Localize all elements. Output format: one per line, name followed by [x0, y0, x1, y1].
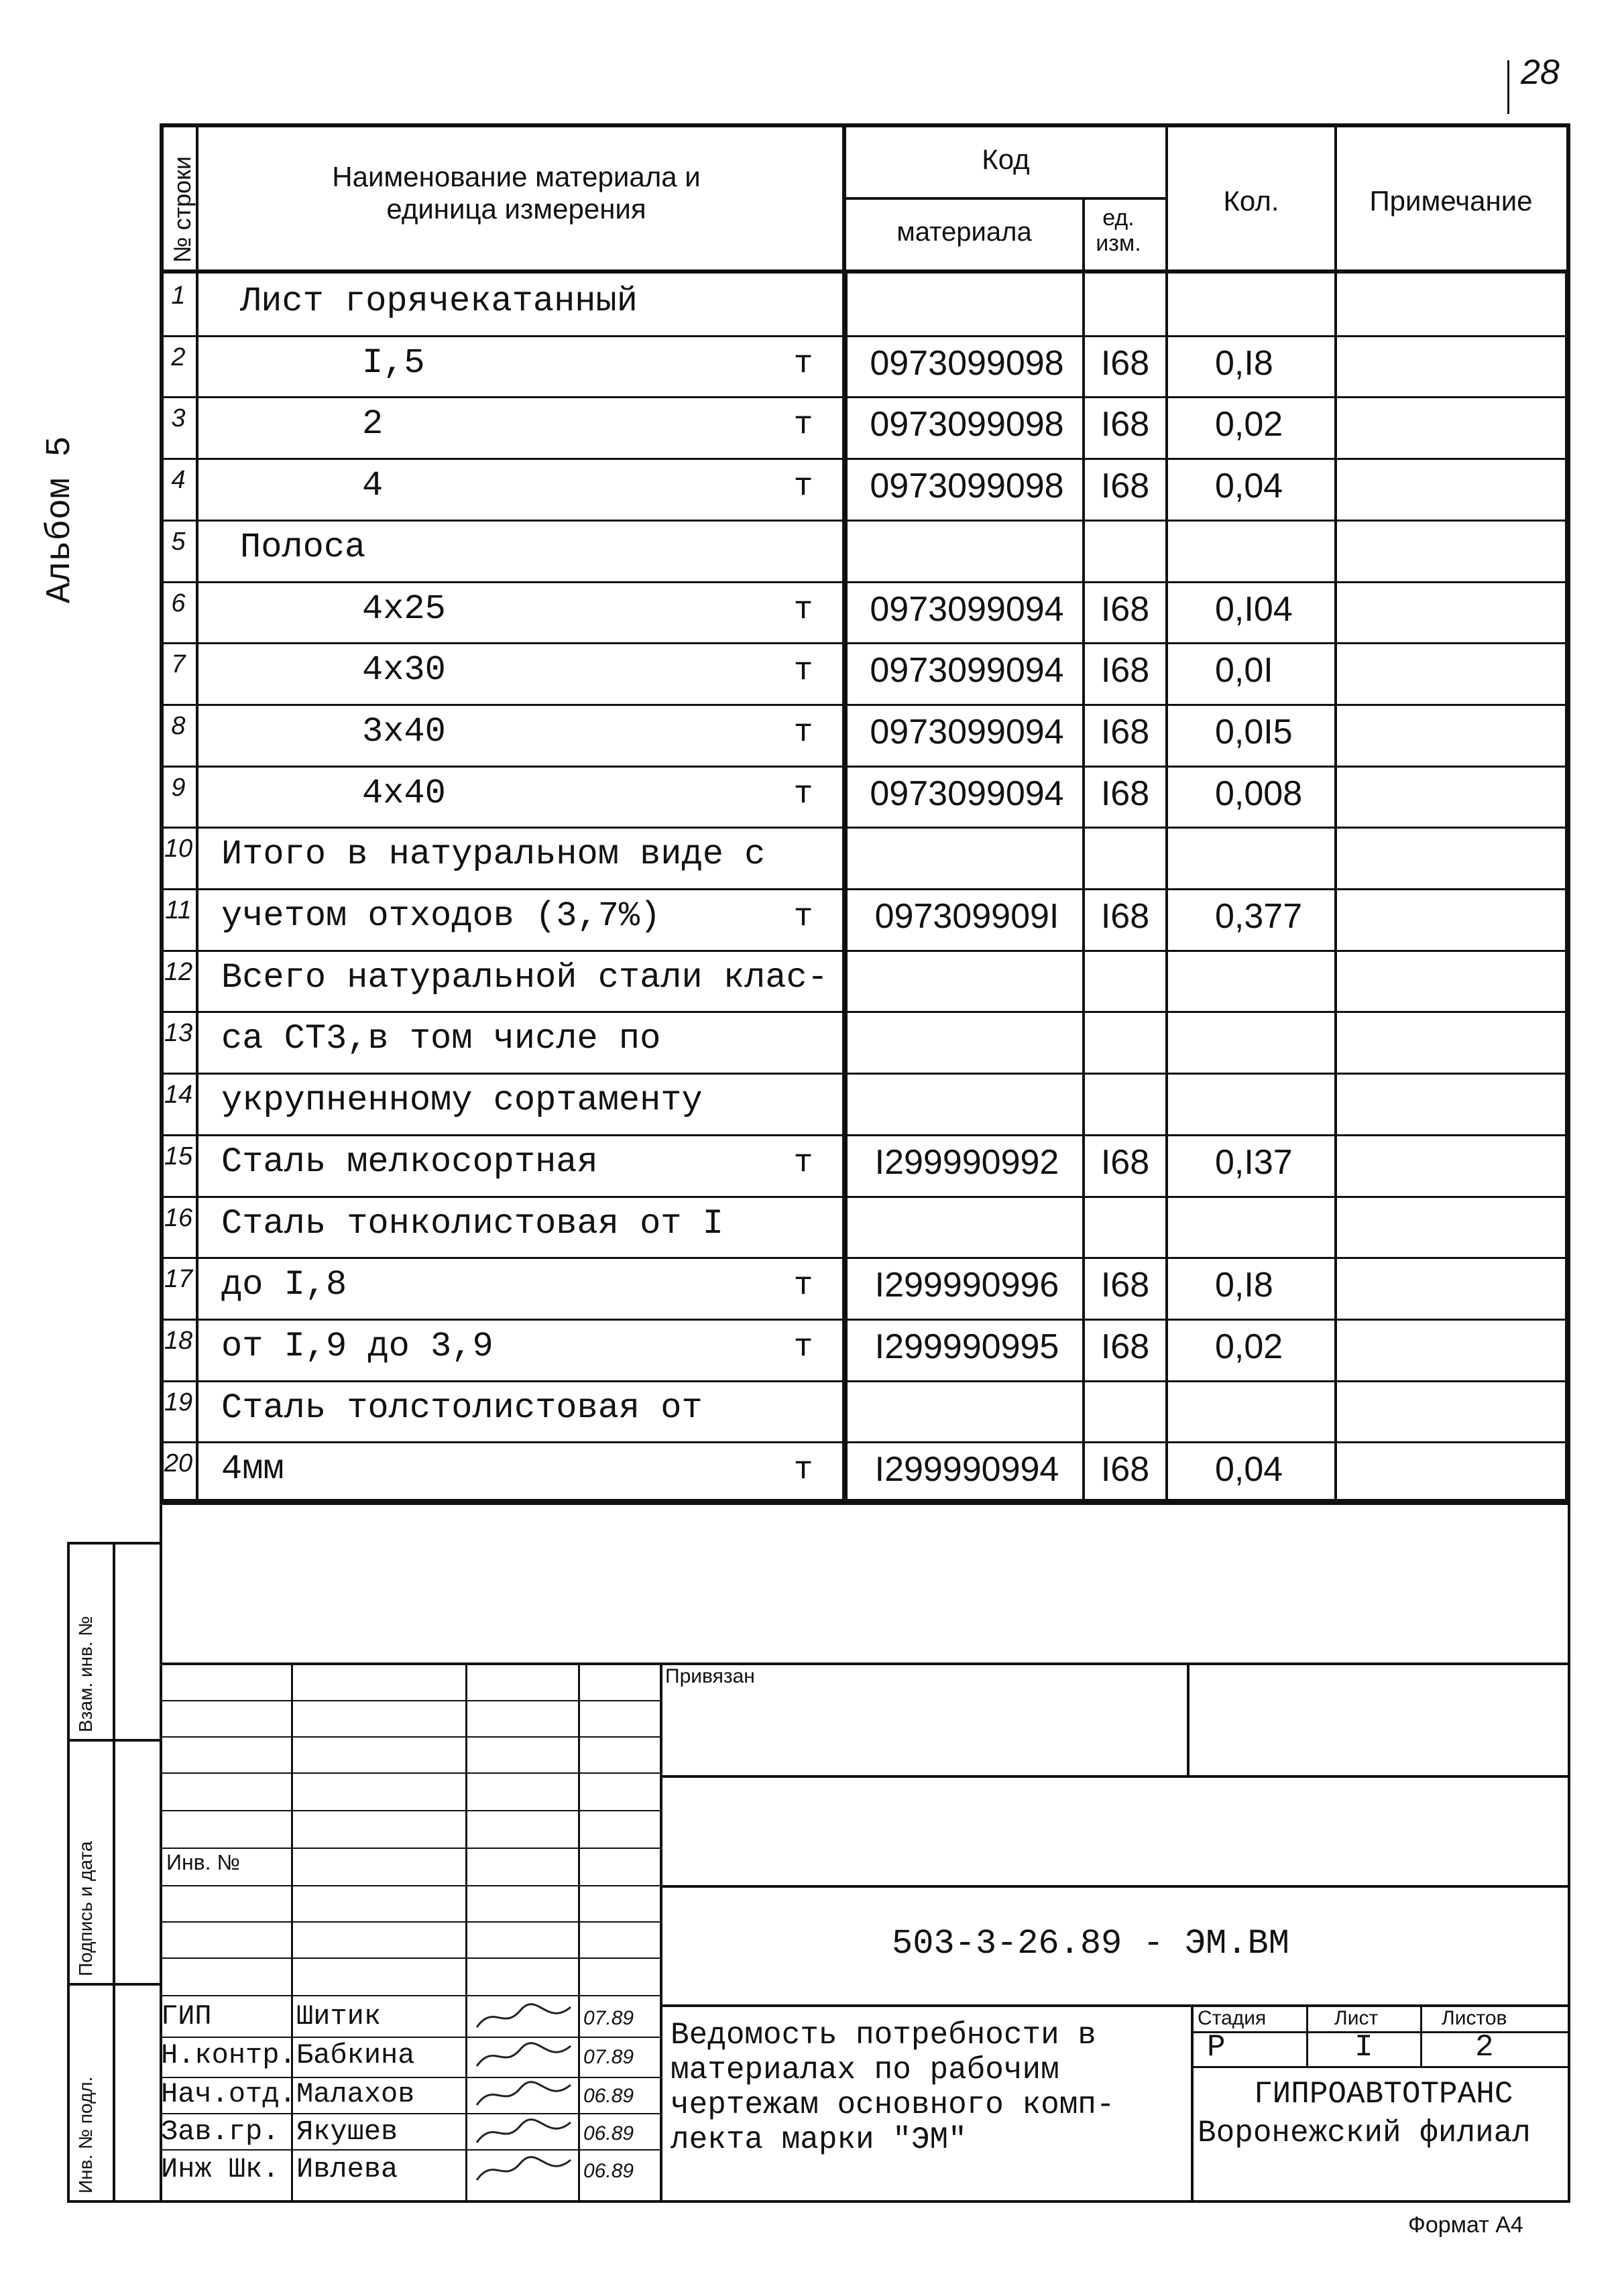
row-name: Итого в натуральном виде с [221, 835, 766, 874]
row-name: Полоса [240, 528, 366, 567]
signer-name: Якушев [296, 2116, 398, 2148]
unit-code: I68 [1100, 713, 1150, 751]
row-number: 19 [164, 1388, 193, 1416]
quantity: 0,008 [1215, 774, 1303, 813]
unit-code: I68 [1100, 1266, 1150, 1305]
row-number: 11 [165, 896, 192, 924]
material-code: 097309909I [874, 897, 1059, 936]
side-label-inv-podl: Инв. № подл. [75, 2076, 96, 2193]
inv-no-label: Инв. № [166, 1850, 240, 1874]
signer-date: 06.89 [583, 2122, 634, 2144]
row-unit: т [793, 776, 813, 812]
material-code: 0973099098 [870, 467, 1064, 505]
quantity: 0,02 [1215, 1327, 1283, 1366]
quantity: 0,0I5 [1215, 713, 1293, 751]
header-note: Примечание [1369, 185, 1533, 217]
row-unit: т [793, 899, 813, 935]
signature-scribble [473, 2000, 574, 2034]
signature-scribble [473, 2039, 574, 2073]
row-number: 5 [171, 528, 186, 556]
row-number: 12 [164, 958, 193, 986]
row-number: 14 [164, 1081, 193, 1109]
unit-code: I68 [1100, 405, 1150, 444]
row-unit: т [793, 1329, 813, 1366]
signer-role: ГИП [161, 2000, 212, 2033]
row-number: 13 [164, 1019, 193, 1047]
row-name: Сталь мелкосортная [221, 1142, 598, 1182]
signer-name: Шитик [296, 2000, 382, 2033]
row-unit: т [793, 592, 813, 628]
unit-code: I68 [1100, 774, 1150, 813]
row-name: Лист горячекатанный [240, 282, 638, 321]
row-name: 4x40 [362, 774, 446, 813]
header-unit-code: ед. изм. [1096, 205, 1141, 256]
material-code: 0973099094 [870, 651, 1064, 690]
row-number: 9 [171, 774, 186, 802]
header-row-number: № строки [168, 156, 196, 263]
header-qty: Кол. [1223, 185, 1279, 217]
row-unit: т [793, 653, 813, 689]
quantity: 0,02 [1215, 405, 1283, 444]
material-code: 0973099094 [870, 774, 1064, 813]
signer-date: 07.89 [583, 2007, 634, 2029]
row-unit: т [793, 1145, 813, 1181]
side-label-podpis: Подпись и дата [75, 1841, 96, 1976]
row-number: 10 [164, 835, 193, 863]
signer-role: Н.контр. [161, 2039, 296, 2071]
sheet-label: Лист [1334, 2007, 1379, 2029]
material-code: 0973099098 [870, 344, 1064, 383]
row-name: 4 [362, 466, 384, 505]
row-number: 20 [164, 1449, 193, 1477]
header-code: Код [982, 143, 1030, 175]
row-name: 3x40 [362, 712, 446, 751]
stamp-title [671, 2018, 1115, 2157]
stamp-title-line: чертежам основного комп- [671, 2088, 1115, 2122]
material-code: 0973099094 [870, 713, 1064, 751]
row-name: 2 [362, 404, 384, 444]
stage-value: Р [1207, 2030, 1226, 2065]
row-number: 6 [171, 589, 186, 617]
unit-code: I68 [1100, 897, 1150, 936]
side-label-vzam: Взам. инв. № [75, 1616, 96, 1732]
row-unit: т [793, 469, 813, 505]
header-material: материала [896, 217, 1032, 247]
row-name: от I,9 до 3,9 [221, 1327, 494, 1366]
row-name: 4x25 [362, 589, 446, 629]
row-name: Сталь тонколистовая от I [221, 1204, 723, 1244]
quantity: 0,I8 [1215, 344, 1273, 383]
signature-scribble [473, 2153, 574, 2187]
signer-role: Зав.гр. [161, 2116, 280, 2148]
page-number: 28 [1521, 53, 1560, 92]
row-name: 4мм [221, 1449, 284, 1489]
stamp-title-line: лекта марки "ЭМ" [671, 2122, 967, 2157]
organization-branch: Воронежский филиал [1198, 2116, 1531, 2151]
row-number: 1 [171, 282, 186, 310]
signer-role: Инж Шк. [161, 2153, 280, 2185]
unit-code: I68 [1100, 651, 1150, 690]
signer-name: Ивлева [296, 2153, 398, 2185]
row-number: 3 [171, 404, 186, 432]
stage-label: Стадия [1198, 2007, 1267, 2029]
row-unit: т [793, 1452, 813, 1488]
row-number: 4 [171, 466, 186, 494]
row-name: I,5 [362, 343, 425, 383]
signer-role: Нач.отд. [161, 2078, 296, 2110]
header-name: Наименование материала и единица измерения [332, 161, 701, 225]
row-name: учетом отходов (3,7%) [221, 896, 661, 936]
sheet-value: I [1354, 2030, 1373, 2065]
material-code: I299990994 [874, 1450, 1059, 1489]
quantity: 0,0I [1215, 651, 1273, 690]
row-name: Всего натуральной стали клас- [221, 958, 828, 998]
row-number: 7 [171, 650, 186, 678]
sheets-value: 2 [1475, 2030, 1494, 2065]
signature-scribble [473, 2078, 574, 2112]
document-code: 503-3-26.89 - ЭМ.ВМ [892, 1924, 1289, 1963]
unit-code: I68 [1100, 344, 1150, 383]
signer-name: Малахов [296, 2078, 415, 2110]
quantity: 0,I04 [1215, 590, 1293, 629]
quantity: 0,04 [1215, 1450, 1283, 1489]
row-unit: т [793, 346, 813, 382]
signer-date: 06.89 [583, 2160, 634, 2182]
row-name: 4x30 [362, 650, 446, 690]
quantity: 0,377 [1215, 897, 1303, 936]
stamp-title-line: Ведомость потребности в [671, 2018, 1096, 2053]
signature-scribble [473, 2116, 574, 2149]
row-number: 15 [164, 1142, 193, 1170]
signer-date: 07.89 [583, 2046, 634, 2068]
row-number: 16 [164, 1204, 193, 1232]
material-code: I299990996 [874, 1266, 1059, 1305]
unit-code: I68 [1100, 1143, 1150, 1182]
unit-code: I68 [1100, 590, 1150, 629]
unit-code: I68 [1100, 1450, 1150, 1489]
stamp-title-line: материалах по рабочим [671, 2053, 1059, 2088]
signer-date: 06.89 [583, 2085, 634, 2107]
row-number: 8 [171, 712, 186, 740]
row-name: Сталь толстолистовая от [221, 1388, 703, 1428]
row-number: 17 [164, 1265, 193, 1293]
row-unit: т [793, 715, 813, 751]
material-code: I299990995 [874, 1327, 1059, 1366]
unit-code: I68 [1100, 467, 1150, 505]
material-code: 0973099098 [870, 405, 1064, 444]
quantity: 0,I37 [1215, 1143, 1293, 1182]
organization-name: ГИПРОАВТОТРАНС [1254, 2077, 1513, 2112]
privyazan-label: Привязан [665, 1665, 755, 1687]
format-label: Формат А4 [1408, 2212, 1523, 2238]
quantity: 0,I8 [1215, 1266, 1273, 1305]
unit-code: I68 [1100, 1327, 1150, 1366]
quantity: 0,04 [1215, 467, 1283, 505]
row-number: 18 [164, 1327, 193, 1355]
row-name: до I,8 [221, 1265, 347, 1305]
row-unit: т [793, 407, 813, 443]
material-code: 0973099094 [870, 590, 1064, 629]
row-number: 2 [171, 343, 186, 371]
row-name: укрупненному сортаменту [221, 1081, 703, 1120]
material-code: I299990992 [874, 1143, 1059, 1182]
sheets-label: Листов [1442, 2007, 1507, 2029]
album-label: Альбом 5 [40, 436, 80, 603]
row-unit: т [793, 1268, 813, 1304]
signer-name: Бабкина [296, 2039, 415, 2071]
row-name: са СТ3,в том числе по [221, 1019, 661, 1059]
